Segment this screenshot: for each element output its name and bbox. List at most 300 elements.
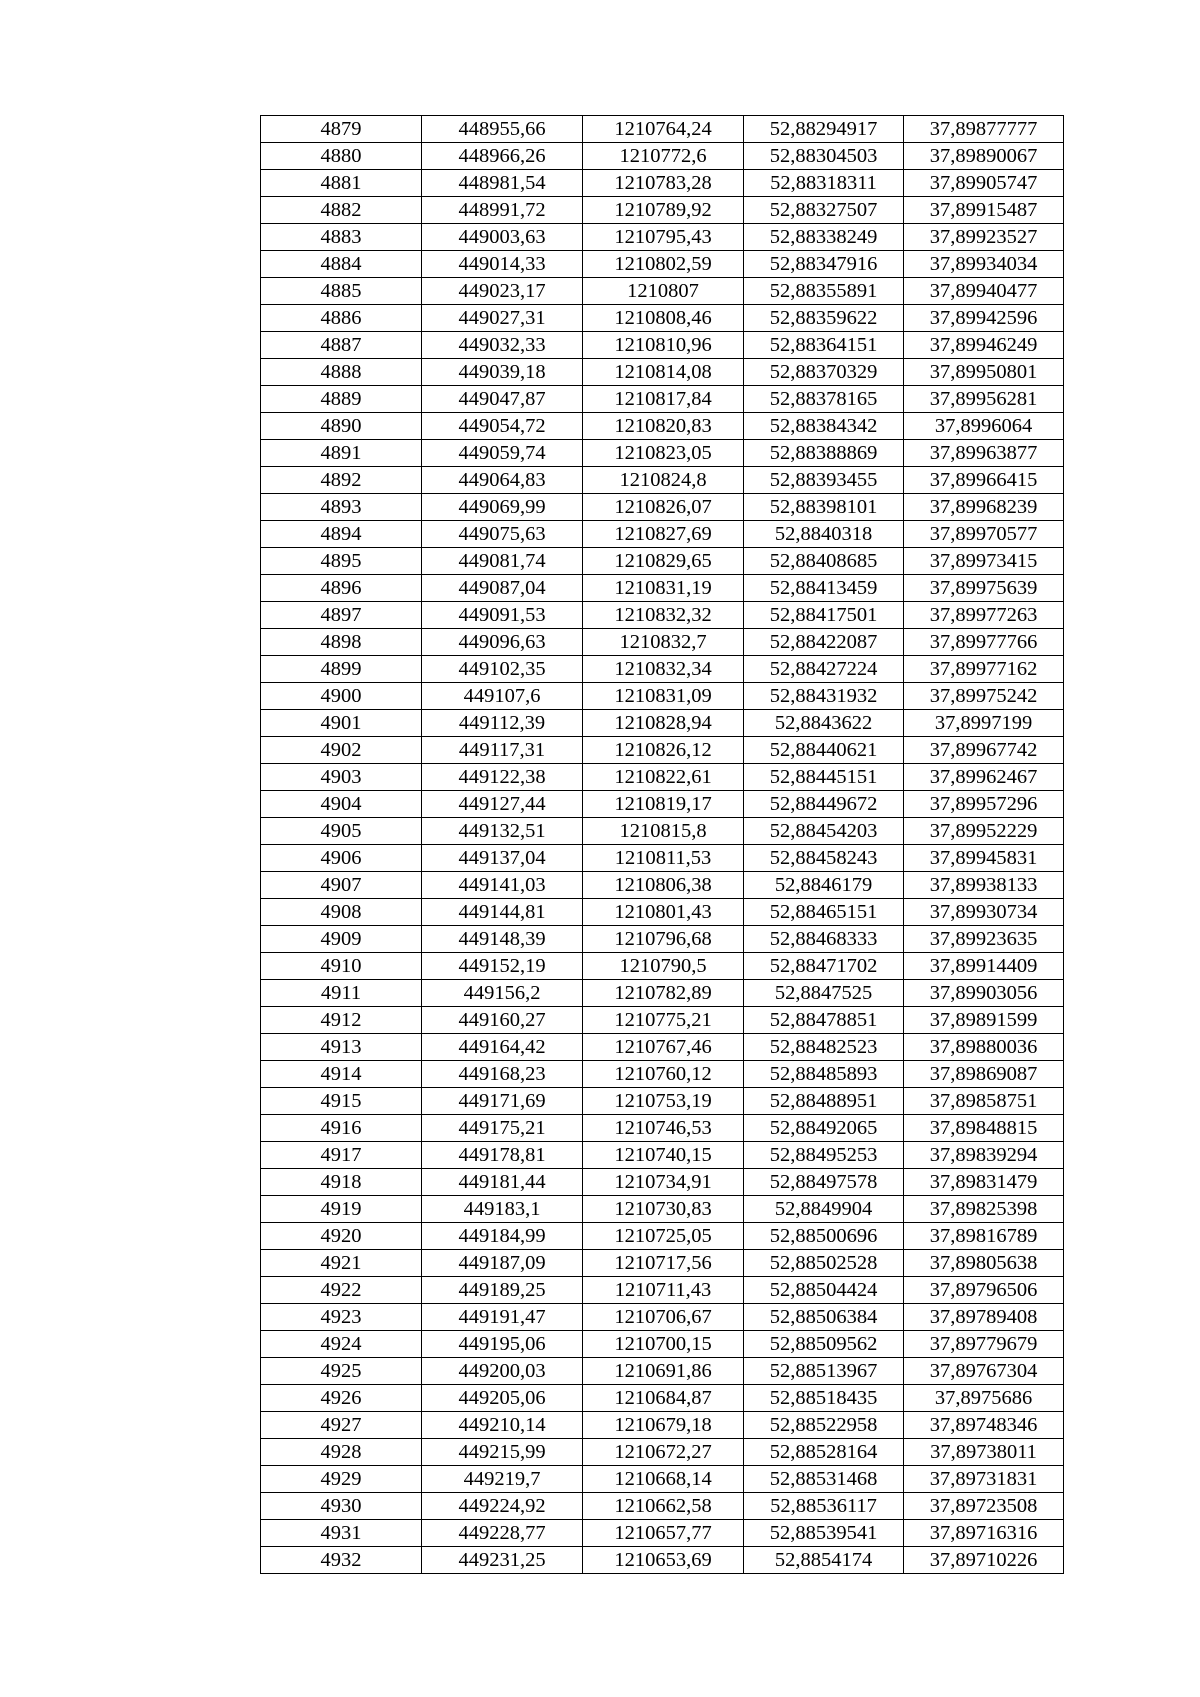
longitude-cell: 37,89977162 (904, 656, 1064, 683)
y-coordinate-cell: 1210820,83 (583, 413, 744, 440)
longitude-cell: 37,89962467 (904, 764, 1064, 791)
longitude-cell: 37,89950801 (904, 359, 1064, 386)
longitude-cell: 37,89880036 (904, 1034, 1064, 1061)
latitude-cell: 52,8847525 (744, 980, 904, 1007)
longitude-cell: 37,89957296 (904, 791, 1064, 818)
latitude-cell: 52,88485893 (744, 1061, 904, 1088)
x-coordinate-cell: 449231,25 (422, 1547, 583, 1574)
point-number-cell: 4918 (261, 1169, 422, 1196)
table-row (261, 791, 1064, 818)
x-coordinate-cell: 449096,63 (422, 629, 583, 656)
point-number-cell: 4885 (261, 278, 422, 305)
longitude-cell: 37,89869087 (904, 1061, 1064, 1088)
x-coordinate-cell: 449117,31 (422, 737, 583, 764)
latitude-cell: 52,88518435 (744, 1385, 904, 1412)
x-coordinate-cell: 449003,63 (422, 224, 583, 251)
x-coordinate-cell: 449132,51 (422, 818, 583, 845)
point-number-cell: 4906 (261, 845, 422, 872)
longitude-cell: 37,89748346 (904, 1412, 1064, 1439)
longitude-cell: 37,89858751 (904, 1088, 1064, 1115)
y-coordinate-cell: 1210684,87 (583, 1385, 744, 1412)
latitude-cell: 52,88502528 (744, 1250, 904, 1277)
table-row (261, 440, 1064, 467)
latitude-cell: 52,88522958 (744, 1412, 904, 1439)
x-coordinate-cell: 449122,38 (422, 764, 583, 791)
x-coordinate-cell: 449054,72 (422, 413, 583, 440)
x-coordinate-cell: 449107,6 (422, 683, 583, 710)
latitude-cell: 52,88364151 (744, 332, 904, 359)
table-row (261, 1115, 1064, 1142)
x-coordinate-cell: 449181,44 (422, 1169, 583, 1196)
point-number-cell: 4917 (261, 1142, 422, 1169)
point-number-cell: 4932 (261, 1547, 422, 1574)
longitude-cell: 37,89940477 (904, 278, 1064, 305)
x-coordinate-cell: 448981,54 (422, 170, 583, 197)
x-coordinate-cell: 449164,42 (422, 1034, 583, 1061)
latitude-cell: 52,88417501 (744, 602, 904, 629)
longitude-cell: 37,8996064 (904, 413, 1064, 440)
latitude-cell: 52,88488951 (744, 1088, 904, 1115)
x-coordinate-cell: 449032,33 (422, 332, 583, 359)
point-number-cell: 4922 (261, 1277, 422, 1304)
longitude-cell: 37,89977766 (904, 629, 1064, 656)
point-number-cell: 4907 (261, 872, 422, 899)
point-number-cell: 4908 (261, 899, 422, 926)
x-coordinate-cell: 449215,99 (422, 1439, 583, 1466)
longitude-cell: 37,89975639 (904, 575, 1064, 602)
table-row (261, 872, 1064, 899)
longitude-cell: 37,89710226 (904, 1547, 1064, 1574)
latitude-cell: 52,88531468 (744, 1466, 904, 1493)
table-row (261, 1520, 1064, 1547)
latitude-cell: 52,88513967 (744, 1358, 904, 1385)
table-row (261, 1250, 1064, 1277)
latitude-cell: 52,88440621 (744, 737, 904, 764)
longitude-cell: 37,89890067 (904, 143, 1064, 170)
latitude-cell: 52,8849904 (744, 1196, 904, 1223)
table-row (261, 1304, 1064, 1331)
latitude-cell: 52,88384342 (744, 413, 904, 440)
point-number-cell: 4894 (261, 521, 422, 548)
y-coordinate-cell: 1210831,09 (583, 683, 744, 710)
latitude-cell: 52,88431932 (744, 683, 904, 710)
y-coordinate-cell: 1210828,94 (583, 710, 744, 737)
point-number-cell: 4902 (261, 737, 422, 764)
y-coordinate-cell: 1210815,8 (583, 818, 744, 845)
x-coordinate-cell: 449152,19 (422, 953, 583, 980)
longitude-cell: 37,89946249 (904, 332, 1064, 359)
table-row (261, 548, 1064, 575)
longitude-cell: 37,89723508 (904, 1493, 1064, 1520)
longitude-cell: 37,89903056 (904, 980, 1064, 1007)
y-coordinate-cell: 1210810,96 (583, 332, 744, 359)
y-coordinate-cell: 1210767,46 (583, 1034, 744, 1061)
x-coordinate-cell: 449187,09 (422, 1250, 583, 1277)
point-number-cell: 4915 (261, 1088, 422, 1115)
y-coordinate-cell: 1210829,65 (583, 548, 744, 575)
longitude-cell: 37,89942596 (904, 305, 1064, 332)
y-coordinate-cell: 1210672,27 (583, 1439, 744, 1466)
latitude-cell: 52,88478851 (744, 1007, 904, 1034)
latitude-cell: 52,88359622 (744, 305, 904, 332)
table-row (261, 953, 1064, 980)
x-coordinate-cell: 449160,27 (422, 1007, 583, 1034)
longitude-cell: 37,89789408 (904, 1304, 1064, 1331)
table-row (261, 575, 1064, 602)
y-coordinate-cell: 1210819,17 (583, 791, 744, 818)
x-coordinate-cell: 449137,04 (422, 845, 583, 872)
latitude-cell: 52,88327507 (744, 197, 904, 224)
point-number-cell: 4916 (261, 1115, 422, 1142)
table-row (261, 1007, 1064, 1034)
latitude-cell: 52,88393455 (744, 467, 904, 494)
table-row (261, 116, 1064, 143)
table-row (261, 818, 1064, 845)
y-coordinate-cell: 1210717,56 (583, 1250, 744, 1277)
point-number-cell: 4882 (261, 197, 422, 224)
table-row (261, 710, 1064, 737)
y-coordinate-cell: 1210790,5 (583, 953, 744, 980)
x-coordinate-cell: 449189,25 (422, 1277, 583, 1304)
y-coordinate-cell: 1210807 (583, 278, 744, 305)
y-coordinate-cell: 1210814,08 (583, 359, 744, 386)
x-coordinate-cell: 449224,92 (422, 1493, 583, 1520)
y-coordinate-cell: 1210734,91 (583, 1169, 744, 1196)
point-number-cell: 4891 (261, 440, 422, 467)
x-coordinate-cell: 448966,26 (422, 143, 583, 170)
x-coordinate-cell: 449184,99 (422, 1223, 583, 1250)
latitude-cell: 52,88355891 (744, 278, 904, 305)
y-coordinate-cell: 1210831,19 (583, 575, 744, 602)
table-row (261, 980, 1064, 1007)
latitude-cell: 52,88388869 (744, 440, 904, 467)
point-number-cell: 4914 (261, 1061, 422, 1088)
point-number-cell: 4901 (261, 710, 422, 737)
longitude-cell: 37,89970577 (904, 521, 1064, 548)
point-number-cell: 4910 (261, 953, 422, 980)
x-coordinate-cell: 449156,2 (422, 980, 583, 1007)
y-coordinate-cell: 1210783,28 (583, 170, 744, 197)
point-number-cell: 4904 (261, 791, 422, 818)
y-coordinate-cell: 1210760,12 (583, 1061, 744, 1088)
table-row (261, 467, 1064, 494)
y-coordinate-cell: 1210811,53 (583, 845, 744, 872)
table-row (261, 764, 1064, 791)
table-row (261, 359, 1064, 386)
point-number-cell: 4911 (261, 980, 422, 1007)
point-number-cell: 4898 (261, 629, 422, 656)
longitude-cell: 37,89956281 (904, 386, 1064, 413)
latitude-cell: 52,88449672 (744, 791, 904, 818)
point-number-cell: 4920 (261, 1223, 422, 1250)
point-number-cell: 4909 (261, 926, 422, 953)
y-coordinate-cell: 1210826,12 (583, 737, 744, 764)
point-number-cell: 4888 (261, 359, 422, 386)
x-coordinate-cell: 449200,03 (422, 1358, 583, 1385)
point-number-cell: 4895 (261, 548, 422, 575)
x-coordinate-cell: 449112,39 (422, 710, 583, 737)
longitude-cell: 37,89796506 (904, 1277, 1064, 1304)
x-coordinate-cell: 449219,7 (422, 1466, 583, 1493)
longitude-cell: 37,89816789 (904, 1223, 1064, 1250)
longitude-cell: 37,89975242 (904, 683, 1064, 710)
table-row (261, 1169, 1064, 1196)
longitude-cell: 37,89738011 (904, 1439, 1064, 1466)
x-coordinate-cell: 449191,47 (422, 1304, 583, 1331)
longitude-cell: 37,89923527 (904, 224, 1064, 251)
table-row (261, 656, 1064, 683)
longitude-cell: 37,89839294 (904, 1142, 1064, 1169)
table-row (261, 413, 1064, 440)
longitude-cell: 37,89930734 (904, 899, 1064, 926)
x-coordinate-cell: 449195,06 (422, 1331, 583, 1358)
point-number-cell: 4887 (261, 332, 422, 359)
table-row (261, 1088, 1064, 1115)
y-coordinate-cell: 1210808,46 (583, 305, 744, 332)
table-row (261, 1493, 1064, 1520)
y-coordinate-cell: 1210730,83 (583, 1196, 744, 1223)
latitude-cell: 52,88465151 (744, 899, 904, 926)
longitude-cell: 37,89973415 (904, 548, 1064, 575)
y-coordinate-cell: 1210802,59 (583, 251, 744, 278)
point-number-cell: 4929 (261, 1466, 422, 1493)
x-coordinate-cell: 449039,18 (422, 359, 583, 386)
longitude-cell: 37,89934034 (904, 251, 1064, 278)
longitude-cell: 37,89848815 (904, 1115, 1064, 1142)
x-coordinate-cell: 449178,81 (422, 1142, 583, 1169)
table-row (261, 1196, 1064, 1223)
longitude-cell: 37,89891599 (904, 1007, 1064, 1034)
longitude-cell: 37,89767304 (904, 1358, 1064, 1385)
y-coordinate-cell: 1210706,67 (583, 1304, 744, 1331)
table-row (261, 1466, 1064, 1493)
point-number-cell: 4879 (261, 116, 422, 143)
point-number-cell: 4921 (261, 1250, 422, 1277)
table-row (261, 602, 1064, 629)
table-row (261, 332, 1064, 359)
latitude-cell: 52,88445151 (744, 764, 904, 791)
latitude-cell: 52,8840318 (744, 521, 904, 548)
table-row (261, 683, 1064, 710)
point-number-cell: 4928 (261, 1439, 422, 1466)
table-row (261, 1223, 1064, 1250)
table-row (261, 1439, 1064, 1466)
latitude-cell: 52,8846179 (744, 872, 904, 899)
point-number-cell: 4899 (261, 656, 422, 683)
y-coordinate-cell: 1210679,18 (583, 1412, 744, 1439)
latitude-cell: 52,88504424 (744, 1277, 904, 1304)
table-row (261, 305, 1064, 332)
point-number-cell: 4897 (261, 602, 422, 629)
latitude-cell: 52,88454203 (744, 818, 904, 845)
y-coordinate-cell: 1210740,15 (583, 1142, 744, 1169)
longitude-cell: 37,89914409 (904, 953, 1064, 980)
latitude-cell: 52,88471702 (744, 953, 904, 980)
x-coordinate-cell: 449210,14 (422, 1412, 583, 1439)
y-coordinate-cell: 1210668,14 (583, 1466, 744, 1493)
longitude-cell: 37,89905747 (904, 170, 1064, 197)
x-coordinate-cell: 449144,81 (422, 899, 583, 926)
table-row (261, 251, 1064, 278)
y-coordinate-cell: 1210753,19 (583, 1088, 744, 1115)
latitude-cell: 52,88495253 (744, 1142, 904, 1169)
y-coordinate-cell: 1210653,69 (583, 1547, 744, 1574)
x-coordinate-cell: 449205,06 (422, 1385, 583, 1412)
latitude-cell: 52,88506384 (744, 1304, 904, 1331)
y-coordinate-cell: 1210823,05 (583, 440, 744, 467)
point-number-cell: 4886 (261, 305, 422, 332)
table-row (261, 1331, 1064, 1358)
point-number-cell: 4925 (261, 1358, 422, 1385)
table-row (261, 143, 1064, 170)
latitude-cell: 52,88370329 (744, 359, 904, 386)
latitude-cell: 52,88347916 (744, 251, 904, 278)
point-number-cell: 4880 (261, 143, 422, 170)
table-row (261, 1061, 1064, 1088)
table-row (261, 899, 1064, 926)
point-number-cell: 4903 (261, 764, 422, 791)
x-coordinate-cell: 449081,74 (422, 548, 583, 575)
point-number-cell: 4892 (261, 467, 422, 494)
latitude-cell: 52,88422087 (744, 629, 904, 656)
x-coordinate-cell: 449023,17 (422, 278, 583, 305)
y-coordinate-cell: 1210832,34 (583, 656, 744, 683)
x-coordinate-cell: 449059,74 (422, 440, 583, 467)
table-row (261, 224, 1064, 251)
latitude-cell: 52,88536117 (744, 1493, 904, 1520)
point-number-cell: 4913 (261, 1034, 422, 1061)
y-coordinate-cell: 1210806,38 (583, 872, 744, 899)
latitude-cell: 52,88408685 (744, 548, 904, 575)
latitude-cell: 52,88458243 (744, 845, 904, 872)
latitude-cell: 52,88509562 (744, 1331, 904, 1358)
latitude-cell: 52,88338249 (744, 224, 904, 251)
table-row (261, 494, 1064, 521)
point-number-cell: 4883 (261, 224, 422, 251)
x-coordinate-cell: 449175,21 (422, 1115, 583, 1142)
longitude-cell: 37,89877777 (904, 116, 1064, 143)
table-row (261, 197, 1064, 224)
y-coordinate-cell: 1210711,43 (583, 1277, 744, 1304)
longitude-cell: 37,89779679 (904, 1331, 1064, 1358)
y-coordinate-cell: 1210801,43 (583, 899, 744, 926)
longitude-cell: 37,89923635 (904, 926, 1064, 953)
longitude-cell: 37,89966415 (904, 467, 1064, 494)
table-row (261, 170, 1064, 197)
table-row (261, 1412, 1064, 1439)
x-coordinate-cell: 449171,69 (422, 1088, 583, 1115)
latitude-cell: 52,88500696 (744, 1223, 904, 1250)
latitude-cell: 52,88398101 (744, 494, 904, 521)
y-coordinate-cell: 1210827,69 (583, 521, 744, 548)
y-coordinate-cell: 1210832,7 (583, 629, 744, 656)
latitude-cell: 52,88482523 (744, 1034, 904, 1061)
x-coordinate-cell: 449141,03 (422, 872, 583, 899)
y-coordinate-cell: 1210826,07 (583, 494, 744, 521)
latitude-cell: 52,88468333 (744, 926, 904, 953)
table-row (261, 1034, 1064, 1061)
table-row (261, 1277, 1064, 1304)
longitude-cell: 37,89716316 (904, 1520, 1064, 1547)
longitude-cell: 37,89952229 (904, 818, 1064, 845)
longitude-cell: 37,89967742 (904, 737, 1064, 764)
y-coordinate-cell: 1210764,24 (583, 116, 744, 143)
x-coordinate-cell: 449064,83 (422, 467, 583, 494)
x-coordinate-cell: 449168,23 (422, 1061, 583, 1088)
x-coordinate-cell: 448955,66 (422, 116, 583, 143)
point-number-cell: 4912 (261, 1007, 422, 1034)
latitude-cell: 52,88294917 (744, 116, 904, 143)
longitude-cell: 37,89825398 (904, 1196, 1064, 1223)
table-row (261, 845, 1064, 872)
x-coordinate-cell: 449228,77 (422, 1520, 583, 1547)
y-coordinate-cell: 1210772,6 (583, 143, 744, 170)
point-number-cell: 4890 (261, 413, 422, 440)
y-coordinate-cell: 1210832,32 (583, 602, 744, 629)
table-row (261, 1547, 1064, 1574)
point-number-cell: 4889 (261, 386, 422, 413)
table-row (261, 1358, 1064, 1385)
latitude-cell: 52,8843622 (744, 710, 904, 737)
longitude-cell: 37,89938133 (904, 872, 1064, 899)
latitude-cell: 52,88528164 (744, 1439, 904, 1466)
y-coordinate-cell: 1210824,8 (583, 467, 744, 494)
table-row (261, 521, 1064, 548)
x-coordinate-cell: 449027,31 (422, 305, 583, 332)
point-number-cell: 4905 (261, 818, 422, 845)
y-coordinate-cell: 1210725,05 (583, 1223, 744, 1250)
coordinates-table-body (261, 116, 1064, 1574)
y-coordinate-cell: 1210822,61 (583, 764, 744, 791)
table-row (261, 1142, 1064, 1169)
latitude-cell: 52,88318311 (744, 170, 904, 197)
y-coordinate-cell: 1210795,43 (583, 224, 744, 251)
longitude-cell: 37,8975686 (904, 1385, 1064, 1412)
x-coordinate-cell: 449087,04 (422, 575, 583, 602)
longitude-cell: 37,89945831 (904, 845, 1064, 872)
y-coordinate-cell: 1210775,21 (583, 1007, 744, 1034)
point-number-cell: 4931 (261, 1520, 422, 1547)
latitude-cell: 52,88539541 (744, 1520, 904, 1547)
table-row (261, 278, 1064, 305)
x-coordinate-cell: 449075,63 (422, 521, 583, 548)
table-row (261, 926, 1064, 953)
x-coordinate-cell: 449014,33 (422, 251, 583, 278)
latitude-cell: 52,88427224 (744, 656, 904, 683)
table-row (261, 737, 1064, 764)
longitude-cell: 37,89831479 (904, 1169, 1064, 1196)
table-row (261, 629, 1064, 656)
longitude-cell: 37,89968239 (904, 494, 1064, 521)
longitude-cell: 37,89963877 (904, 440, 1064, 467)
y-coordinate-cell: 1210691,86 (583, 1358, 744, 1385)
x-coordinate-cell: 449047,87 (422, 386, 583, 413)
coordinates-table (260, 115, 1064, 1574)
point-number-cell: 4930 (261, 1493, 422, 1520)
y-coordinate-cell: 1210657,77 (583, 1520, 744, 1547)
x-coordinate-cell: 449069,99 (422, 494, 583, 521)
longitude-cell: 37,89915487 (904, 197, 1064, 224)
latitude-cell: 52,88413459 (744, 575, 904, 602)
point-number-cell: 4927 (261, 1412, 422, 1439)
x-coordinate-cell: 449148,39 (422, 926, 583, 953)
point-number-cell: 4881 (261, 170, 422, 197)
point-number-cell: 4926 (261, 1385, 422, 1412)
point-number-cell: 4896 (261, 575, 422, 602)
x-coordinate-cell: 449183,1 (422, 1196, 583, 1223)
point-number-cell: 4893 (261, 494, 422, 521)
point-number-cell: 4923 (261, 1304, 422, 1331)
